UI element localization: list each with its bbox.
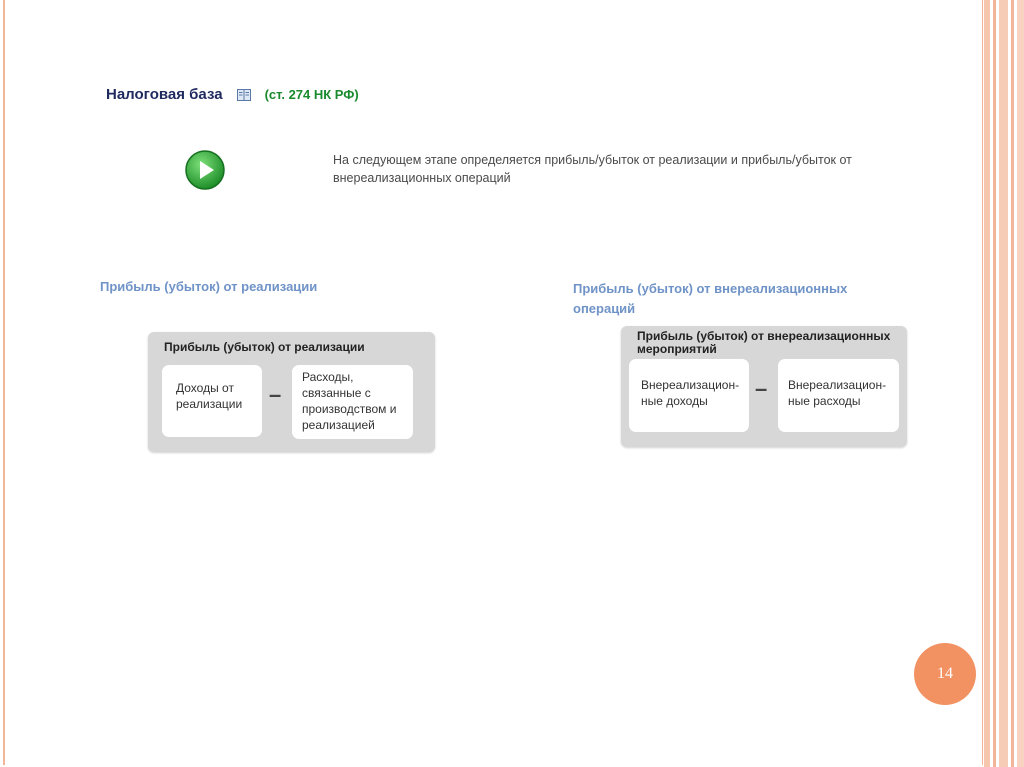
- section-heading-sales: Прибыль (убыток) от реализации: [100, 279, 318, 294]
- card-label: Доходы от реализации: [176, 381, 243, 411]
- minus-sign: –: [269, 382, 282, 407]
- book-icon[interactable]: [237, 89, 251, 101]
- panel-title: Прибыль (убыток) от реализации: [164, 340, 365, 354]
- panel-title: Прибыль (убыток) от внереализационных мероприятий: [637, 329, 891, 356]
- non-operating-profit-panel: [621, 326, 907, 447]
- sales-profit-panel: [148, 332, 435, 452]
- decorative-stripes: [984, 0, 1024, 767]
- card-label: Внереализацион-ные расходы: [788, 378, 887, 408]
- article-reference[interactable]: (ст. 274 НК РФ): [264, 87, 359, 102]
- card-label: Внереализацион-ные доходы: [641, 378, 740, 408]
- title-row: [106, 86, 359, 103]
- page-title: Налоговая база: [106, 86, 223, 103]
- minus-sign: –: [755, 376, 768, 401]
- sales-income-card: [162, 365, 262, 437]
- non-operating-expenses-card: [778, 359, 899, 432]
- intro-text: На следующем этапе определяется прибыль/убыток от реализации и прибыль/убыток от внереализационных операций: [333, 153, 852, 185]
- section-heading-non-operating: Прибыль (убыток) от внереализационных операций: [573, 281, 848, 316]
- sales-expenses-card: [292, 365, 413, 439]
- page-number-badge: 14: [914, 643, 976, 705]
- non-operating-income-card: [629, 359, 749, 432]
- card-label: Расходы, связанные с производством и реализацией: [302, 370, 397, 432]
- play-icon[interactable]: [185, 150, 225, 190]
